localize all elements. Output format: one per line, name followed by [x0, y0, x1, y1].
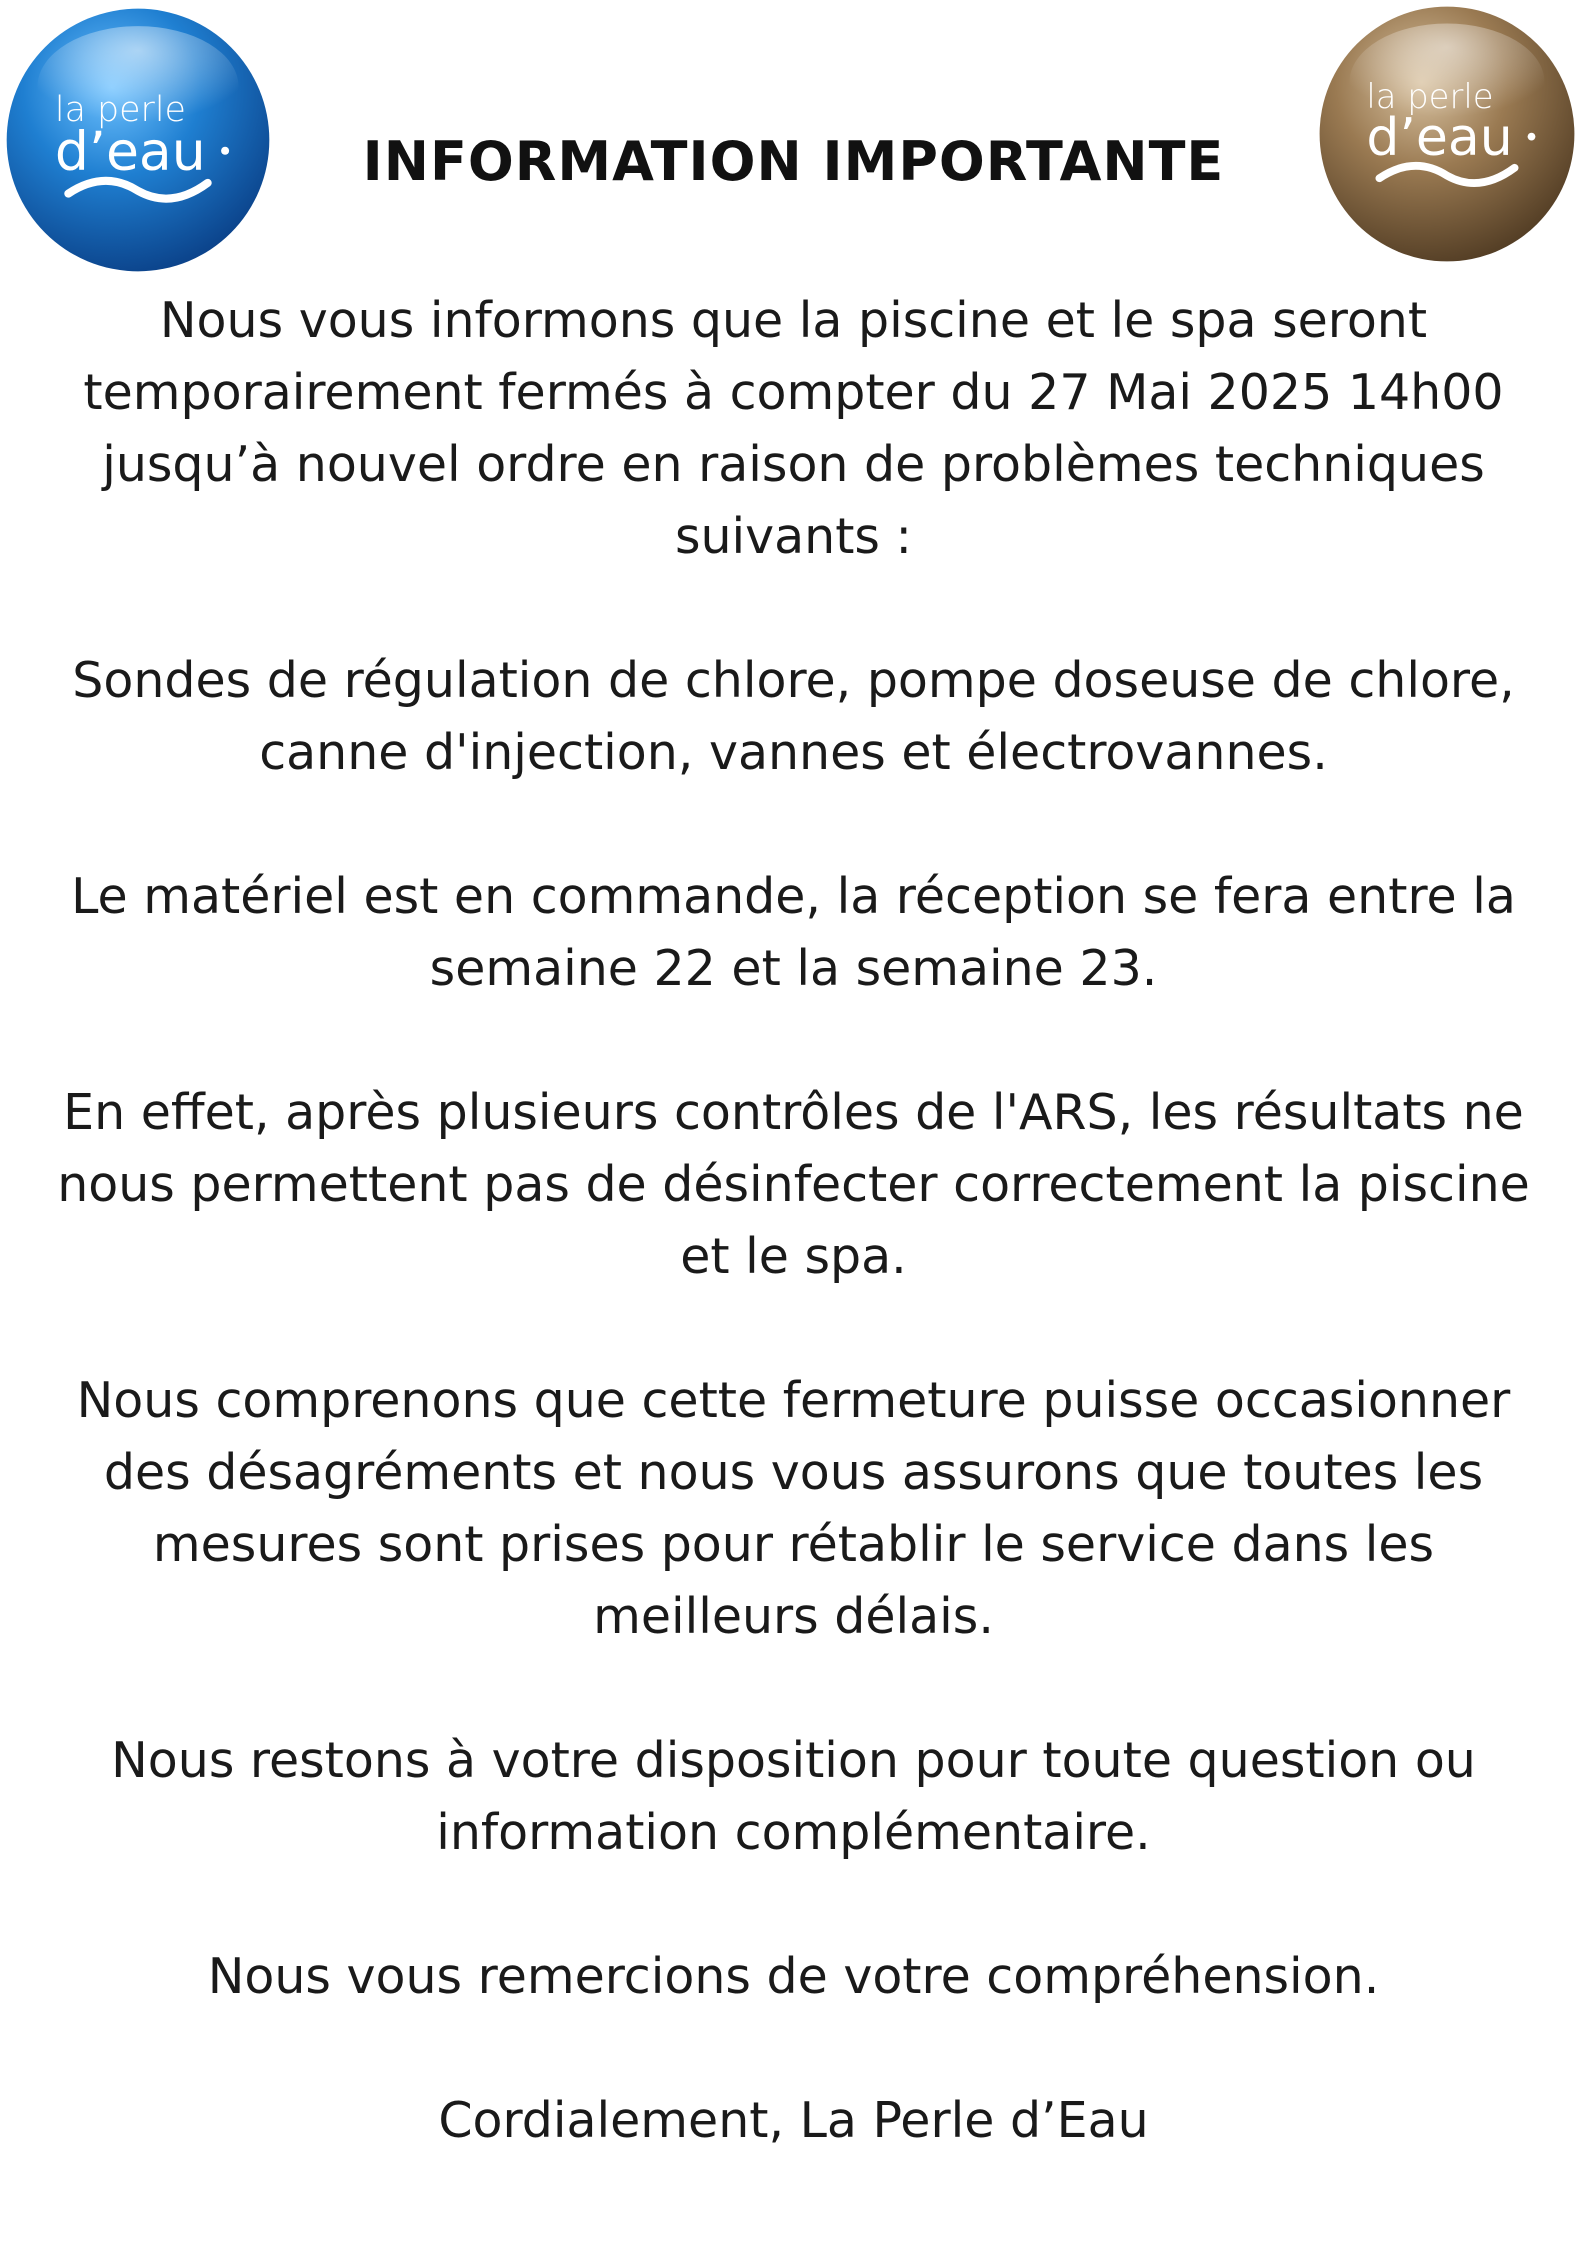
notice-paragraph-thanks: Nous vous remercions de votre compréhension.	[207, 1948, 1380, 2005]
notice-paragraph-equipment: Sondes de régulation de chlore, pompe doseuse de chlore, canne d'injection, vannes et électrovannes.	[72, 652, 1515, 781]
page-title: INFORMATION IMPORTANTE	[362, 130, 1225, 193]
logo-left-line2: d’eau	[54, 119, 206, 183]
logo-right-line1: la perle	[1366, 77, 1494, 116]
logo-right-line2: d’eau	[1366, 107, 1513, 168]
logo-left-line1: la perle	[54, 90, 186, 131]
notice-paragraph-closure: Nous vous informons que la piscine et le spa seront temporairement fermés à compter du 27 Mai 2025 14h00 jusqu’à nouvel ordre en raison de problèmes techniques suivants :	[83, 292, 1504, 565]
notice-paragraph-ars: En effet, après plusieurs contrôles de l'ARS, les résultats ne nous permettent pas de désinfecter correctement la piscine et le spa.	[57, 1084, 1530, 1285]
notice-paragraph-contact: Nous restons à votre disposition pour toute question ou information complémentaire.	[111, 1732, 1476, 1861]
notice-body	[40, 285, 1547, 2157]
notice-paragraph-order: Le matériel est en commande, la réception se fera entre la semaine 22 et la semaine 23.	[71, 868, 1516, 997]
notice-paragraph-apology: Nous comprenons que cette fermeture puisse occasionner des désagréments et nous vous assurons que toutes les mesures sont prises pour rétablir le service dans les meilleurs délais.	[76, 1372, 1511, 1645]
notice-signature: Cordialement, La Perle d’Eau	[438, 2092, 1149, 2149]
